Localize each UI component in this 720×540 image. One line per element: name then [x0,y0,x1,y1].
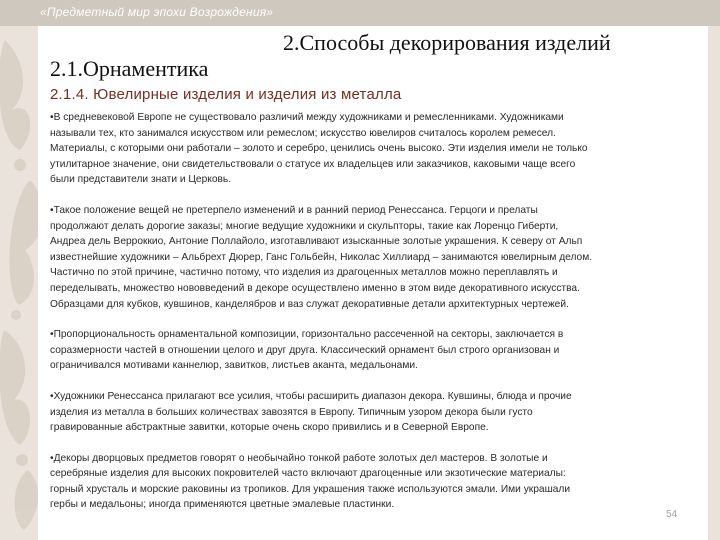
text-line: называли тех, кто занимался искусством или ремеслом; искусство ювелиров считалось королем ремесел. [50,127,556,139]
text-line: •Пропорциональность орнаментальной композиции, горизонтально рассеченной на секторы, заключается в [50,329,564,341]
section-title: 2.1.Орнаментика [50,56,209,81]
text-line: ограничивался мотивами каннелюр, завитков, листьев аканта, медальонами. [50,360,418,372]
text-line: Андреа дель Верроккио, Антоние Поллайоло, изготавливают изысканные золотые украшения. К северу от Альп [50,236,583,248]
text-line: утилитарное значение, они свидетельствовали о статусе их владельцев или заказчиков, каковыми чаще всего [50,158,576,170]
text-line: горный хрусталь и морские раковины из тропиков. Для украшения также используются эмали. Ими украшали [50,483,571,495]
text-line: гравированные абстрактные завитки, которые очень скоро привились и в Северной Европе. [50,422,489,434]
page-number: 54 [666,509,678,520]
body-text [50,110,690,528]
text-line: переделывать, множество нововведений в декоре осуществлено именно в этом виде декоративного искусства. [50,282,580,294]
text-line: изделия из металла в больших количествах завозятся в Европу. Типичным узором декора были густо [50,406,533,418]
paragraph-4 [50,389,690,436]
subsection-title: 2.1.4. Ювелирные изделия и изделия из металла [50,86,402,103]
text-line: серебряные изделия для высоких покровителей часто включают драгоценные или экзотические материалы: [50,468,566,480]
text-line: •Декоры дворцовых предметов говорят о необычайно тонкой работе золотых дел мастеров. В золотые и [50,452,548,464]
header-bar [0,0,720,26]
text-line: продолжают делать дорогие заказы; многие ведущие художники и скульпторы, такие как Лоренцо Гиберти, [50,220,559,232]
paragraph-3 [50,327,690,374]
text-line: гербы и медальоны; иногда применяются цветные эмалевые пластинки. [50,499,395,511]
main-title: 2.Способы декорирования изделий [283,30,611,55]
presentation-header: «Предметный мир эпохи Возрождения» [40,5,274,19]
text-line: были представители знати и Церковь. [50,174,232,186]
text-line: •Художники Ренессанса прилагают все усилия, чтобы расширить диапазон декора. Кувшины, блюда и прочие [50,390,572,402]
text-line: •Такое положение вещей не претерпело изменений и в ранний период Ренессанса. Герцоги и прелаты [50,204,538,216]
text-line: Частично по этой причине, частично потому, что изделия из драгоценных металлов можно переплавлять и [50,267,558,279]
text-line: известнейшие художники – Альбрехт Дюрер, Ганс Гольбейн, Николас Хиллиард – занимаются ювелирным делом. [50,251,593,263]
text-line: Образцами для кубков, кувшинов, канделябров и ваз служат декоративные детали архитектурных чертежей. [50,298,569,310]
text-line: соразмерности частей в отношении целого и друг друга. Классический орнамент был строго организован и [50,344,560,356]
text-line: Материалы, с которыми они работали – золото и серебро, ценились очень высоко. Эти изделия имели не только [50,143,588,155]
paragraph-1 [50,110,690,188]
paragraph-5 [50,451,690,513]
text-line: •В средневековой Европе не существовало различий между художниками и ремесленниками. Художниками [50,112,564,123]
paragraph-2 [50,203,690,312]
